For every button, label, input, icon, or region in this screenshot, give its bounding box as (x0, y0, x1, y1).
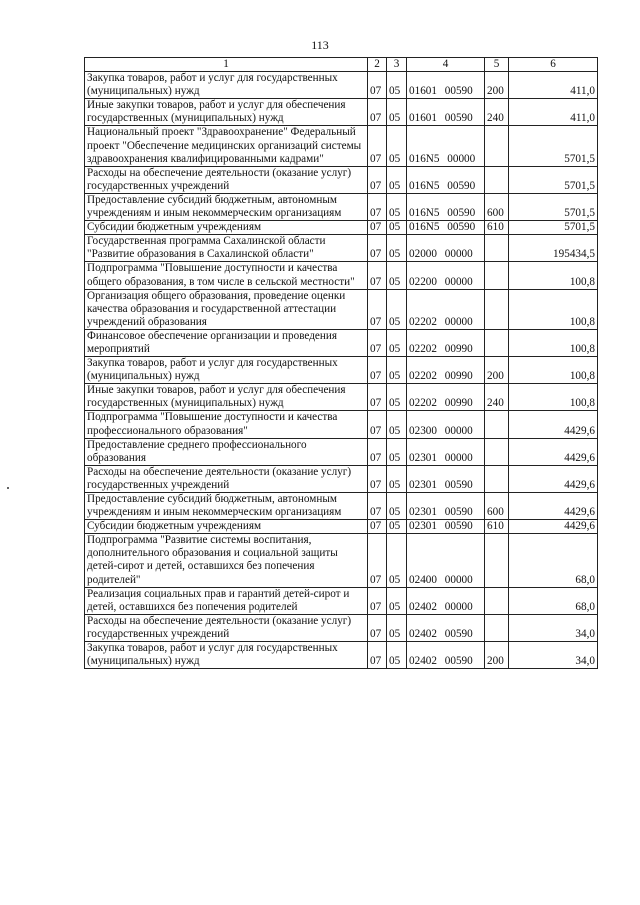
target-article-cell: 016N5 00590 (407, 166, 485, 193)
table-row (85, 520, 598, 534)
amount-cell: 100,8 (509, 289, 598, 329)
subsection-code-cell: 05 (387, 235, 407, 262)
expense-type-cell (485, 289, 509, 329)
table-row (85, 642, 598, 669)
target-article-cell: 02402 00590 (407, 642, 485, 669)
target-article-cell: 01601 00590 (407, 99, 485, 126)
table-row (85, 493, 598, 520)
row-name-cell: Иные закупки товаров, работ и услуг для обеспечения государственных (муниципальных) нужд (85, 99, 368, 126)
subsection-code-cell: 05 (387, 99, 407, 126)
section-code-cell: 07 (368, 262, 387, 289)
row-name-cell: Финансовое обеспечение организации и проведения мероприятий (85, 329, 368, 356)
page-number: 113 (311, 38, 329, 52)
target-article-cell: 02202 00990 (407, 357, 485, 384)
subsection-code-cell: 05 (387, 587, 407, 614)
row-name-cell: Подпрограмма "Повышение доступности и качества профессионального образования" (85, 411, 368, 438)
amount-cell: 5701,5 (509, 193, 598, 220)
table-row (85, 438, 598, 465)
subsection-code-cell: 05 (387, 465, 407, 492)
table-row (85, 289, 598, 329)
table-header-row (85, 58, 598, 72)
table-row (85, 262, 598, 289)
table-row (85, 126, 598, 166)
subsection-code-cell: 05 (387, 357, 407, 384)
row-name-cell: Расходы на обеспечение деятельности (оказание услуг) государственных учреждений (85, 465, 368, 492)
amount-cell: 4429,6 (509, 438, 598, 465)
target-article-cell: 016N5 00000 (407, 126, 485, 166)
target-article-cell: 02301 00590 (407, 520, 485, 534)
expense-type-cell: 200 (485, 72, 509, 99)
column-header: 2 (368, 58, 387, 72)
expense-type-cell (485, 329, 509, 356)
subsection-code-cell: 05 (387, 126, 407, 166)
amount-cell: 4429,6 (509, 520, 598, 534)
amount-cell: 195434,5 (509, 235, 598, 262)
subsection-code-cell: 05 (387, 72, 407, 99)
target-article-cell: 02200 00000 (407, 262, 485, 289)
column-header: 3 (387, 58, 407, 72)
subsection-code-cell: 05 (387, 289, 407, 329)
section-code-cell: 07 (368, 126, 387, 166)
table-row (85, 587, 598, 614)
subsection-code-cell: 05 (387, 438, 407, 465)
table-row (85, 534, 598, 587)
section-code-cell: 07 (368, 329, 387, 356)
section-code-cell: 07 (368, 235, 387, 262)
table-row (85, 357, 598, 384)
amount-cell: 100,8 (509, 357, 598, 384)
subsection-code-cell: 05 (387, 329, 407, 356)
expense-type-cell: 610 (485, 520, 509, 534)
target-article-cell: 02402 00590 (407, 614, 485, 641)
row-name-cell: Государственная программа Сахалинской области "Развитие образования в Сахалинской области" (85, 235, 368, 262)
row-name-cell: Расходы на обеспечение деятельности (оказание услуг) государственных учреждений (85, 614, 368, 641)
table-row (85, 329, 598, 356)
subsection-code-cell: 05 (387, 166, 407, 193)
amount-cell: 34,0 (509, 614, 598, 641)
section-code-cell: 07 (368, 72, 387, 99)
amount-cell: 34,0 (509, 642, 598, 669)
target-article-cell: 01601 00590 (407, 72, 485, 99)
target-article-cell: 02202 00000 (407, 289, 485, 329)
amount-cell: 68,0 (509, 534, 598, 587)
section-code-cell: 07 (368, 465, 387, 492)
amount-cell: 411,0 (509, 99, 598, 126)
target-article-cell: 02301 00590 (407, 465, 485, 492)
table-row (85, 166, 598, 193)
subsection-code-cell: 05 (387, 384, 407, 411)
row-name-cell: Закупка товаров, работ и услуг для государственных (муниципальных) нужд (85, 642, 368, 669)
amount-cell: 100,8 (509, 384, 598, 411)
expense-type-cell (485, 534, 509, 587)
row-name-cell: Организация общего образования, проведение оценки качества образования и государственной аттестации учреждений образования (85, 289, 368, 329)
section-code-cell: 07 (368, 642, 387, 669)
section-code-cell: 07 (368, 587, 387, 614)
row-name-cell: Предоставление субсидий бюджетным, автономным учреждениям и иным некоммерческим организациям (85, 193, 368, 220)
subsection-code-cell: 05 (387, 534, 407, 587)
amount-cell: 100,8 (509, 329, 598, 356)
section-code-cell: 07 (368, 289, 387, 329)
table-row (85, 384, 598, 411)
expense-type-cell: 600 (485, 493, 509, 520)
section-code-cell: 07 (368, 99, 387, 126)
table-row (85, 411, 598, 438)
target-article-cell: 02301 00590 (407, 493, 485, 520)
section-code-cell: 07 (368, 384, 387, 411)
target-article-cell: 02301 00000 (407, 438, 485, 465)
table-body (85, 72, 598, 669)
subsection-code-cell: 05 (387, 493, 407, 520)
amount-cell: 4429,6 (509, 493, 598, 520)
expense-type-cell (485, 126, 509, 166)
column-header: 1 (85, 58, 368, 72)
row-name-cell: Иные закупки товаров, работ и услуг для обеспечения государственных (муниципальных) нужд (85, 384, 368, 411)
budget-table (84, 57, 598, 669)
expense-type-cell (485, 262, 509, 289)
row-name-cell: Предоставление среднего профессионального образования (85, 438, 368, 465)
amount-cell: 4429,6 (509, 411, 598, 438)
row-name-cell: Субсидии бюджетным учреждениям (85, 520, 368, 534)
subsection-code-cell: 05 (387, 221, 407, 235)
expense-type-cell: 600 (485, 193, 509, 220)
row-name-cell: Реализация социальных прав и гарантий детей-сирот и детей, оставшихся без попечения родителей (85, 587, 368, 614)
table-row (85, 72, 598, 99)
section-code-cell: 07 (368, 520, 387, 534)
subsection-code-cell: 05 (387, 614, 407, 641)
section-code-cell: 07 (368, 534, 387, 587)
expense-type-cell (485, 465, 509, 492)
expense-type-cell: 200 (485, 642, 509, 669)
column-header: 5 (485, 58, 509, 72)
row-name-cell: Закупка товаров, работ и услуг для государственных (муниципальных) нужд (85, 72, 368, 99)
table-row (85, 614, 598, 641)
column-header: 4 (407, 58, 485, 72)
subsection-code-cell: 05 (387, 193, 407, 220)
amount-cell: 4429,6 (509, 465, 598, 492)
amount-cell: 5701,5 (509, 126, 598, 166)
expense-type-cell (485, 166, 509, 193)
target-article-cell: 02202 00990 (407, 384, 485, 411)
subsection-code-cell: 05 (387, 262, 407, 289)
table-row (85, 465, 598, 492)
expense-type-cell (485, 411, 509, 438)
row-name-cell: Расходы на обеспечение деятельности (оказание услуг) государственных учреждений (85, 166, 368, 193)
section-code-cell: 07 (368, 221, 387, 235)
target-article-cell: 02402 00000 (407, 587, 485, 614)
table-row (85, 99, 598, 126)
amount-cell: 68,0 (509, 587, 598, 614)
target-article-cell: 016N5 00590 (407, 221, 485, 235)
row-name-cell: Национальный проект "Здравоохранение" Федеральный проект "Обеспечение медицинских организаций системы здравоохранения квалифицированными кадрами" (85, 126, 368, 166)
subsection-code-cell: 05 (387, 642, 407, 669)
expense-type-cell (485, 235, 509, 262)
section-code-cell: 07 (368, 493, 387, 520)
target-article-cell: 016N5 00590 (407, 193, 485, 220)
row-name-cell: Подпрограмма "Повышение доступности и качества общего образования, в том числе в сельской местности" (85, 262, 368, 289)
table-row (85, 193, 598, 220)
subsection-code-cell: 05 (387, 520, 407, 534)
scan-speck (7, 487, 9, 489)
row-name-cell: Субсидии бюджетным учреждениям (85, 221, 368, 235)
expense-type-cell: 240 (485, 99, 509, 126)
section-code-cell: 07 (368, 357, 387, 384)
expense-type-cell: 240 (485, 384, 509, 411)
row-name-cell: Закупка товаров, работ и услуг для государственных (муниципальных) нужд (85, 357, 368, 384)
column-header: 6 (509, 58, 598, 72)
expense-type-cell: 610 (485, 221, 509, 235)
amount-cell: 5701,5 (509, 221, 598, 235)
section-code-cell: 07 (368, 166, 387, 193)
amount-cell: 100,8 (509, 262, 598, 289)
expense-type-cell (485, 587, 509, 614)
section-code-cell: 07 (368, 438, 387, 465)
section-code-cell: 07 (368, 411, 387, 438)
amount-cell: 5701,5 (509, 166, 598, 193)
target-article-cell: 02202 00990 (407, 329, 485, 356)
amount-cell: 411,0 (509, 72, 598, 99)
row-name-cell: Подпрограмма "Развитие системы воспитания, дополнительного образования и социальной защиты детей-сирот и детей, оставшихся без попечения родителей" (85, 534, 368, 587)
table-row (85, 235, 598, 262)
target-article-cell: 02300 00000 (407, 411, 485, 438)
expense-type-cell (485, 614, 509, 641)
target-article-cell: 02000 00000 (407, 235, 485, 262)
subsection-code-cell: 05 (387, 411, 407, 438)
section-code-cell: 07 (368, 614, 387, 641)
expense-type-cell: 200 (485, 357, 509, 384)
target-article-cell: 02400 00000 (407, 534, 485, 587)
table-row (85, 221, 598, 235)
section-code-cell: 07 (368, 193, 387, 220)
row-name-cell: Предоставление субсидий бюджетным, автономным учреждениям и иным некоммерческим организациям (85, 493, 368, 520)
expense-type-cell (485, 438, 509, 465)
